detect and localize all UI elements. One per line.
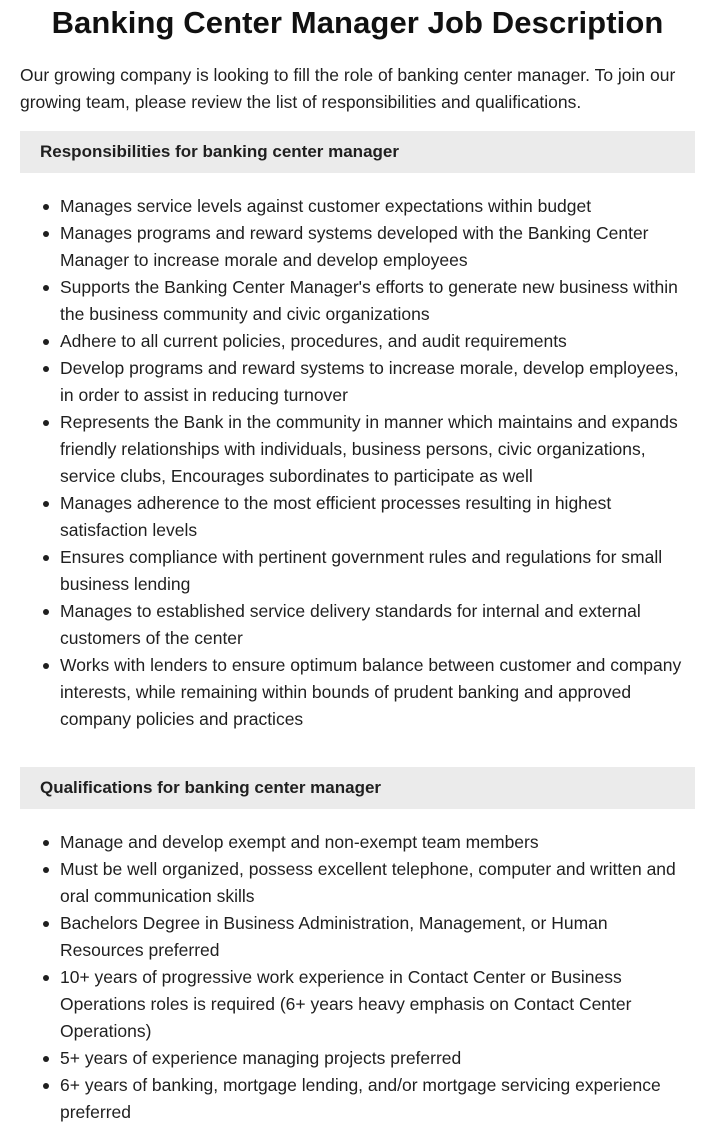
list-item-text: Bachelors Degree in Business Administration, Management, or Human Resources preferred [60,913,608,960]
list-item-text: Manages to established service delivery standards for internal and external customers of the center [60,601,641,648]
list-item-text: Must be well organized, possess excellent telephone, computer and written and oral communication skills [60,859,676,906]
page-title: Banking Center Manager Job Description [51,5,664,40]
bullet-icon [43,867,49,873]
list-item-text: Supports the Banking Center Manager's efforts to generate new business within the business community and civic organizations [60,277,678,324]
list-item-text: Manages programs and reward systems developed with the Banking Center Manager to increase morale and develop employees [60,223,649,270]
bullet-icon [43,1083,49,1089]
list-item [60,355,695,409]
bullet-icon [43,501,49,507]
bullet-icon [43,555,49,561]
list-item [60,220,695,274]
list-item-text: Ensures compliance with pertinent government rules and regulations for small business lending [60,547,663,594]
intro-paragraph: Our growing company is looking to fill the role of banking center manager. To join our growing team, please review the list of responsibilities and qualifications. [20,65,676,112]
list-item [60,409,695,490]
list-item [60,598,695,652]
bullet-icon [43,609,49,615]
list-item-text: Manages service levels against customer expectations within budget [60,196,592,216]
responsibilities-header: Responsibilities for banking center manager [20,131,695,173]
list-item [60,652,695,733]
qualifications-header: Qualifications for banking center manager [20,767,695,809]
list-item-text: Manage and develop exempt and non-exempt team members [60,832,539,852]
list-item [60,1045,695,1072]
list-item [60,964,695,1045]
list-item [60,274,695,328]
list-item-text: Manages adherence to the most efficient processes resulting in highest satisfaction levels [60,493,612,540]
list-item [60,910,695,964]
bullet-icon [43,840,49,846]
list-item [60,193,695,220]
bullet-icon [43,339,49,345]
bullet-icon [43,663,49,669]
responsibilities-list [20,193,695,733]
list-item [60,1072,695,1126]
list-item [60,544,695,598]
qualifications-list [20,829,695,1126]
list-item-text: 10+ years of progressive work experience in Contact Center or Business Operations roles is required (6+ years heavy emphasis on Contact Center Operations) [60,967,632,1041]
bullet-icon [43,1056,49,1062]
list-item-text: 5+ years of experience managing projects preferred [60,1048,462,1068]
list-item-text: Adhere to all current policies, procedures, and audit requirements [60,331,567,351]
bullet-icon [43,366,49,372]
list-item-text: Represents the Bank in the community in manner which maintains and expands friendly relationships with individuals, business persons, civic organizations, service clubs, Encourages subordinates to participate as well [60,412,678,486]
list-item [60,328,695,355]
bullet-icon [43,285,49,291]
bullet-icon [43,204,49,210]
bullet-icon [43,420,49,426]
list-item-text: Works with lenders to ensure optimum balance between customer and company interests, while remaining within bounds of prudent banking and approved company policies and practices [60,655,682,729]
list-item [60,829,695,856]
bullet-icon [43,231,49,237]
list-item [60,490,695,544]
bullet-icon [43,975,49,981]
list-item-text: 6+ years of banking, mortgage lending, and/or mortgage servicing experience preferred [60,1075,661,1122]
list-item [60,856,695,910]
bullet-icon [43,921,49,927]
list-item-text: Develop programs and reward systems to increase morale, develop employees, in order to assist in reducing turnover [60,358,679,405]
